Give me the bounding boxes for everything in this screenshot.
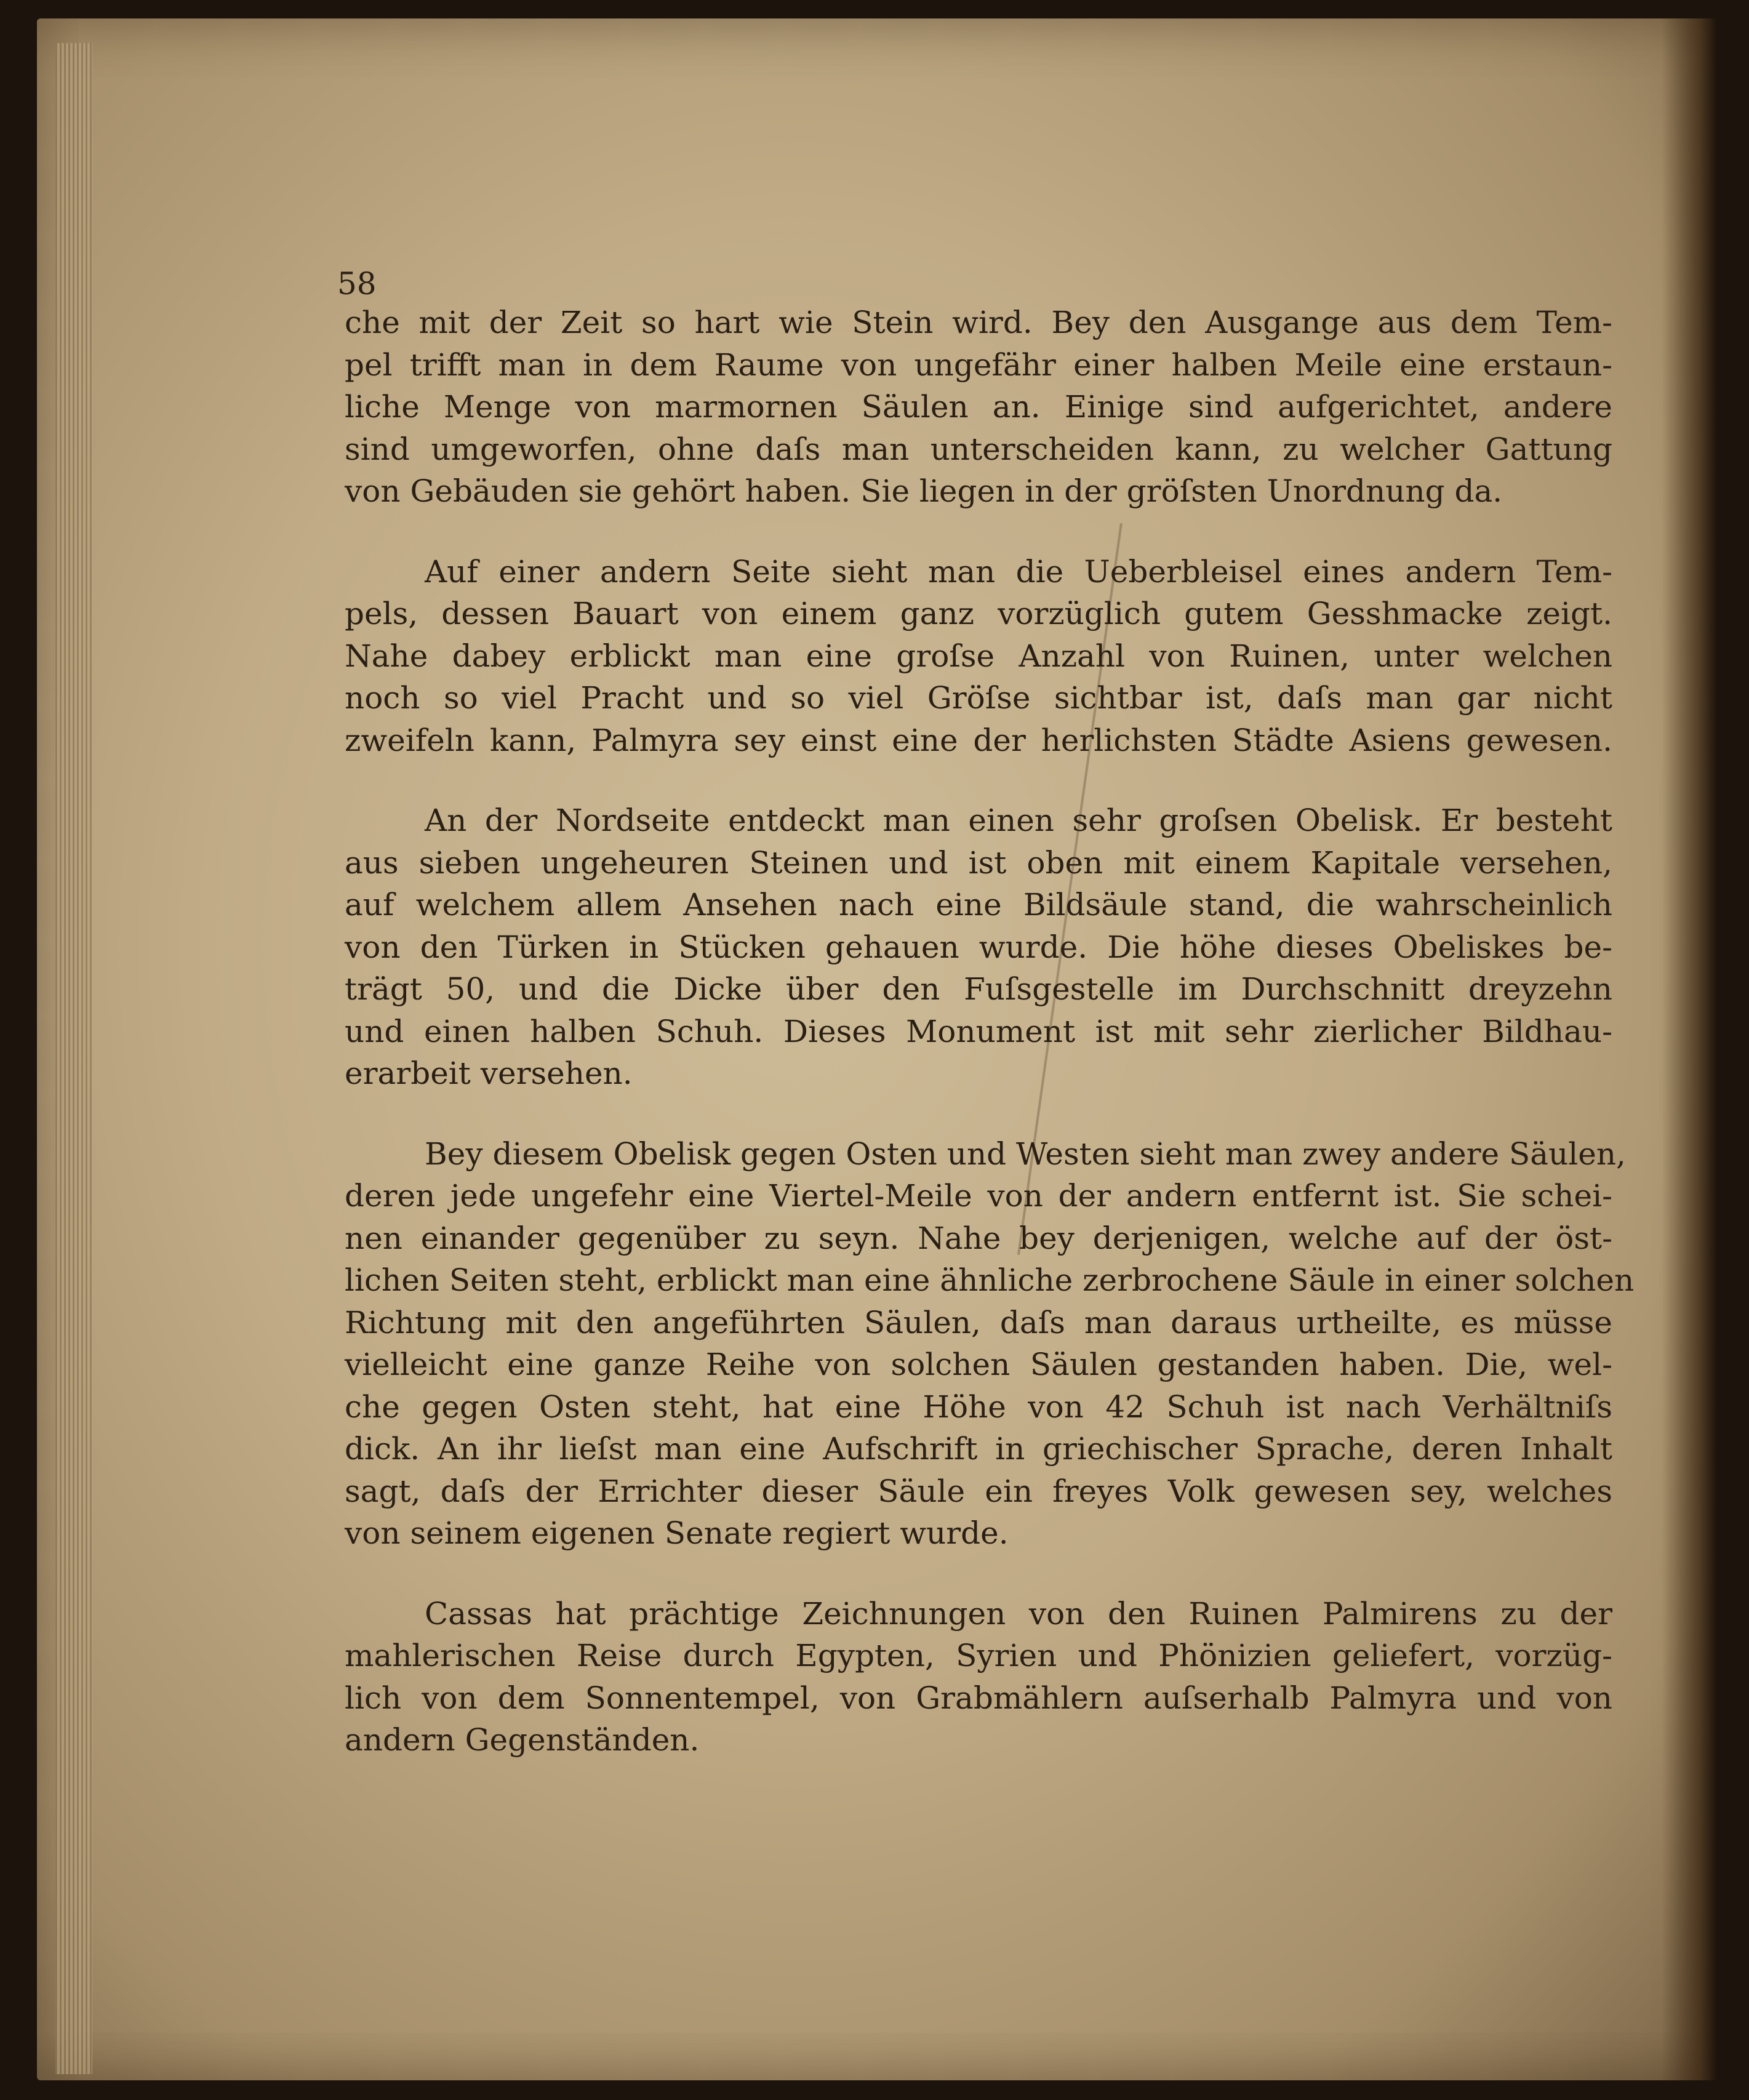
- text-line: aus sieben ungeheuren Steinen und ist oben mit einem Kapitale versehen,: [345, 844, 1612, 881]
- text-line: erarbeit versehen.: [345, 1056, 633, 1091]
- book-gutter: [1662, 18, 1717, 2080]
- text-line: auf welchem allem Ansehen nach eine Bildsäule stand, die wahrscheinlich: [345, 887, 1612, 923]
- text-line: von Gebäuden sie gehört haben. Sie liegen in der gröſsten Unordnung da.: [345, 473, 1503, 509]
- text-line: Cassas hat prächtige Zeichnungen von den Ruinen Palmirens zu der: [425, 1595, 1612, 1632]
- text-line: che gegen Osten steht, hat eine Höhe von 42 Schuh ist nach Verhältniſs: [345, 1389, 1612, 1425]
- paragraph-2: [345, 551, 1612, 762]
- text-line: zweifeln kann, Palmyra sey einst eine der herlichsten Städte Asiens gewesen.: [345, 722, 1612, 758]
- paragraph-4: [345, 1133, 1635, 1555]
- text-line: Auf einer andern Seite sieht man die Ueberbleisel eines andern Tem-: [425, 553, 1612, 590]
- text-line: pel trifft man in dem Raume von ungefähr einer halben Meile eine erstaun-: [345, 347, 1612, 383]
- text-line: deren jede ungefehr eine Viertel-Meile von der andern entfernt ist. Sie schei-: [345, 1178, 1612, 1214]
- text-line: pels, dessen Bauart von einem ganz vorzüglich gutem Gesshmacke zeigt.: [345, 596, 1612, 631]
- text-line: Richtung mit den angeführten Säulen, daſs man daraus urtheilte, es müsse: [345, 1304, 1612, 1341]
- text-line: Nahe dabey erblickt man eine groſse Anzahl von Ruinen, unter welchen: [345, 638, 1612, 674]
- text-line: dick. An ihr lieſst man eine Aufschrift in griechischer Sprache, deren Inhalt: [345, 1431, 1612, 1467]
- page-number: 58: [337, 266, 377, 302]
- text-line: von seinem eigenen Senate regiert wurde.: [345, 1515, 1009, 1551]
- text-line: sagt, daſs der Errichter dieser Säule ein freyes Volk gewesen sey, welches: [345, 1473, 1612, 1509]
- text-line: lich von dem Sonnentempel, von Grabmählern auſserhalb Palmyra und von: [345, 1680, 1612, 1716]
- text-line: che mit der Zeit so hart wie Stein wird. Bey den Ausgange aus dem Tem-: [345, 305, 1612, 340]
- text-line: vielleicht eine ganze Reihe von solchen Säulen gestanden haben. Die, wel-: [345, 1347, 1612, 1382]
- text-line: noch so viel Pracht und so viel Gröſse sichtbar ist, daſs man gar nicht: [345, 680, 1612, 716]
- text-line: von den Türken in Stücken gehauen wurde. Die höhe dieses Obeliskes be-: [345, 929, 1612, 965]
- text-line: trägt 50, und die Dicke über den Fuſsgestelle im Durchschnitt dreyzehn: [345, 971, 1612, 1007]
- page-edges: [55, 43, 92, 2074]
- text-line: mahlerischen Reise durch Egypten, Syrien und Phönizien geliefert, vorzüg-: [345, 1638, 1612, 1673]
- body-text: [345, 265, 1635, 1761]
- paragraph-3: [345, 800, 1612, 1095]
- text-line: An der Nordseite entdeckt man einen sehr groſsen Obelisk. Er besteht: [425, 803, 1612, 838]
- text-line: Bey diesem Obelisk gegen Osten und Westen sieht man zwey andere Säulen,: [425, 1136, 1626, 1172]
- text-line: andern Gegenständen.: [345, 1722, 700, 1758]
- paragraph-1: [345, 302, 1612, 513]
- paragraph-5: [345, 1593, 1612, 1761]
- text-line: nen einander gegenüber zu seyn. Nahe bey derjenigen, welche auf der öst-: [345, 1220, 1612, 1256]
- text-line: sind umgeworfen, ohne daſs man unterscheiden kann, zu welcher Gattung: [345, 431, 1612, 467]
- text-line: und einen halben Schuh. Dieses Monument ist mit sehr zierlicher Bildhau-: [345, 1013, 1612, 1049]
- text-line: lichen Seiten steht, erblickt man eine ähnliche zerbrochene Säule in einer solchen: [345, 1262, 1635, 1298]
- text-line: liche Menge von marmornen Säulen an. Einige sind aufgerichtet, andere: [345, 389, 1612, 425]
